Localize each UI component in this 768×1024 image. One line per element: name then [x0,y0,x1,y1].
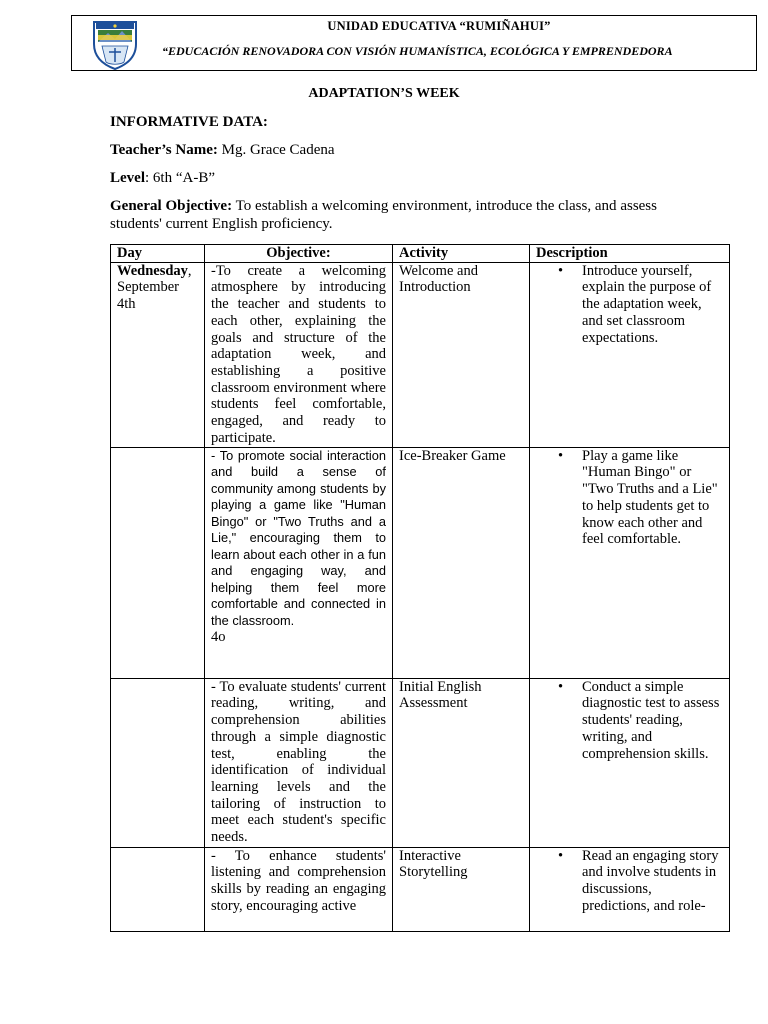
description-cell [530,847,730,931]
objective-cell: -To create a welcoming atmosphere by introducing the teacher and students to each other, explaining the goals and structure of the adaptation week, and establishing a positive classroom environment where students feel comfortable, engaged, and ready to participate. [205,262,393,447]
day-cell [111,447,205,678]
activity-cell: Welcome and Introduction [393,262,530,447]
school-slogan: “EDUCACIÓN RENOVADORA CON VISIÓN HUMANÍSTICA, ECOLÓGICA Y EMPRENDEDORA [162,44,673,58]
day-date: , September 4th [117,262,192,313]
level-value: : 6th “A-B” [145,170,215,186]
activity-cell: Initial English Assessment [393,678,530,847]
level-label: Level [110,170,145,186]
document-header [71,15,757,71]
table-row [111,447,730,678]
description-item: • Read an engaging story and involve students in discussions, predictions, and role- [582,848,723,915]
activity-cell: Ice-Breaker Game [393,447,530,678]
day-cell [111,262,205,447]
teacher-value: Mg. Grace Cadena [217,142,335,158]
day-weekday: Wednesday [117,262,188,279]
description-cell [530,678,730,847]
day-cell [111,847,205,931]
day-cell [111,678,205,847]
description-item: • Introduce yourself, explain the purpose of the adaptation week, and set classroom expectations. [582,263,723,347]
table-row [111,847,730,931]
activities-table [110,244,730,932]
school-name: UNIDAD EDUCATIVA “RUMIÑAHUI” [327,19,551,33]
description-cell [530,447,730,678]
objective-text: - To promote social interaction and build a sense of community among students by playing a game like "Human Bingo" or "Two Truths and a Lie," encouraging them to learn about each other in a fun and engaging way, and helping them feel more comfortable and connected in the classroom. [211,447,386,628]
header-activity: Activity [393,245,530,263]
header-day: Day [111,245,205,263]
description-item: • Play a game like "Human Bingo" or "Two Truths and a Lie" to help students get to know each other and feel comfortable. [582,448,723,548]
header-description: Description [530,245,730,263]
document-title: ADAPTATION’S WEEK [308,86,460,101]
header-objective: Objective: [205,245,393,263]
objective-value: To establish a welcoming environment, introduce the class, and assess students' current English proficiency. [110,198,657,232]
teacher-line [110,142,335,159]
description-cell [530,262,730,447]
table-row [111,262,730,447]
table-row [111,678,730,847]
objective-tail: 4o [211,629,226,646]
objective-label: General Objective: [110,198,233,214]
general-objective [110,197,657,233]
objective-cell: - To enhance students' listening and comprehension skills by reading an engaging story, encouraging active [205,847,393,931]
level-line [110,170,215,187]
section-heading: INFORMATIVE DATA: [110,114,268,130]
activity-cell: Interactive Storytelling [393,847,530,931]
objective-cell [205,447,393,678]
objective-cell: - To evaluate students' current reading, writing, and comprehension abilities through a simple diagnostic test, enabling the identification of individual learning levels and the tailoring of instruction to meet each student's specific needs. [205,678,393,847]
table-header-row [111,245,730,263]
teacher-label: Teacher’s Name: [110,142,218,158]
description-item: • Conduct a simple diagnostic test to assess students' reading, writing, and comprehension skills. [582,679,723,763]
